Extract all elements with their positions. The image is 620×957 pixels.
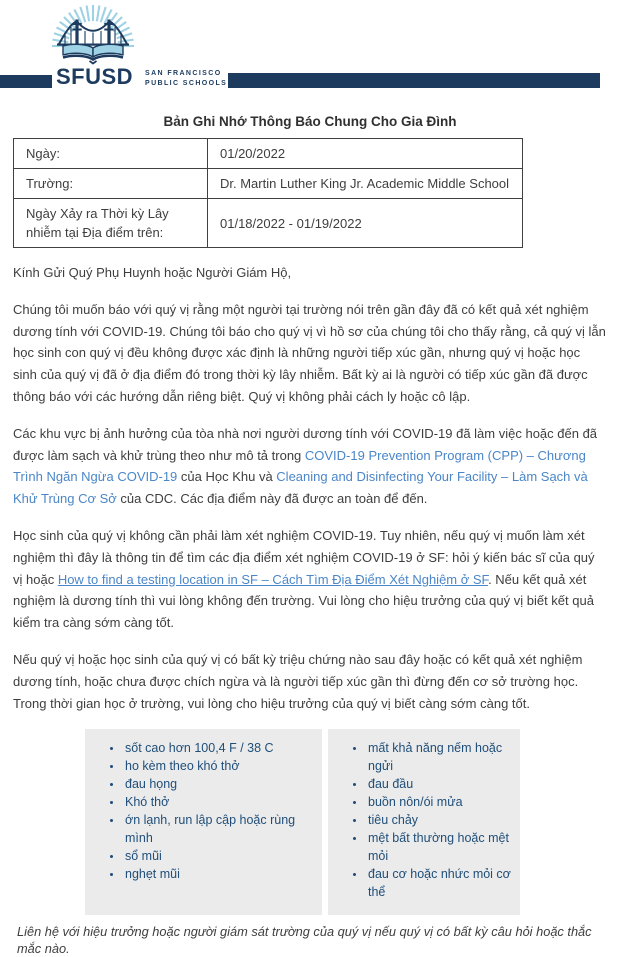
- row-label: Ngày:: [14, 139, 208, 169]
- symptoms-intro-paragraph: [13, 649, 606, 714]
- symptom-item: • sổ mũi: [123, 847, 316, 865]
- symptom-item: • đau họng: [123, 775, 316, 793]
- symptom-item: • nghẹt mũi: [123, 865, 316, 883]
- symptom-item: • sốt cao hơn 100,4 F / 38 C: [123, 739, 316, 757]
- row-label: Ngày Xảy ra Thời kỳ Lây nhiễm tại Địa điểm trên:: [14, 199, 208, 248]
- cpp-link[interactable]: COVID-19 Prevention Program (CPP) – Chương Trình Ngăn Ngừa COVID-19: [13, 447, 586, 485]
- symptom-box-right: [328, 729, 520, 915]
- row-value: 01/18/2022 - 01/19/2022: [208, 199, 523, 248]
- symptom-item: • ớn lạnh, run lập cập hoặc rùng mình: [123, 811, 316, 847]
- letterhead: [0, 0, 620, 96]
- symptom-item: • đau cơ hoặc nhức mỏi cơ thể: [366, 865, 514, 901]
- text-run: . Nếu kết quả xét nghiệm là dương tính thì vui lòng không đến trường. Vui lòng cho hiệu trưởng của quý vị biết kết quả kiểm tra càng sớm càng tốt.: [13, 571, 594, 631]
- header-rule-left: [0, 75, 52, 88]
- symptom-item: • ho kèm theo khó thở: [123, 757, 316, 775]
- row-label: Trường:: [14, 169, 208, 199]
- text-run: Các khu vực bị ảnh hưởng của tòa nhà nơi người dương tính với COVID-19 đã làm việc hoặc đến đã được làm sạch và khử trùng theo như mô tả trong: [13, 425, 598, 463]
- row-value: Dr. Martin Luther King Jr. Academic Middle School: [208, 169, 523, 199]
- text-run: Kính Gửi Quý Phụ Huynh hoặc Người Giám Hộ,: [13, 265, 292, 280]
- symptom-item: • tiêu chảy: [366, 811, 514, 829]
- testing-paragraph: [13, 525, 606, 634]
- salutation: [13, 262, 606, 284]
- open-book-icon: [63, 44, 123, 63]
- testing-location-link[interactable]: How to find a testing location in SF – Cách Tìm Địa Điểm Xét Nghiệm ở SF: [57, 571, 489, 587]
- symptom-lists: [85, 729, 520, 915]
- text-run: Học sinh của quý vị không cần phải làm xét nghiệm COVID-19. Tuy nhiên, nếu quý vị muốn làm xét nghiệm thì đây là thông tin để tìm các địa điểm xét nghiệm COVID-19 ở SF: hỏi ý kiến bác sĩ của quý vị hoặc: [13, 527, 595, 587]
- symptom-item: • mệt bất thường hoặc mệt mỏi: [366, 829, 514, 865]
- contact-note: Liên hệ với hiệu trưởng hoặc người giám sát trường của quý vị nếu quý vị có bất kỳ câu hỏi hoặc thắc mắc nào.: [17, 924, 592, 957]
- info-table: [13, 138, 523, 248]
- info-table-body: [14, 139, 523, 248]
- symptom-list-left: [89, 739, 316, 883]
- letter-body: [13, 262, 606, 714]
- logo-tagline-line1: SAN FRANCISCO: [145, 70, 222, 77]
- notification-paragraph: [13, 299, 606, 408]
- text-run: của Học Khu và: [177, 469, 277, 485]
- row-value: 01/20/2022: [208, 139, 523, 169]
- table-row: [14, 169, 523, 199]
- logo-tagline: [145, 69, 227, 88]
- sfusd-logo: [52, 0, 134, 66]
- table-row: [14, 199, 523, 248]
- symptom-list-right: [332, 739, 514, 901]
- symptom-box-left: [85, 729, 322, 915]
- logo-tagline-line2: PUBLIC SCHOOLS: [145, 79, 228, 87]
- header-rule-right: [228, 73, 600, 88]
- cdc-cleaning-link[interactable]: Cleaning and Disinfecting Your Facility – Làm Sạch và Khử Trùng Cơ Sở: [13, 469, 588, 507]
- symptom-item: • mất khả năng nếm hoặc ngửi: [366, 739, 514, 775]
- logo-wordmark: SFUSD: [56, 64, 134, 89]
- page-title: Bản Ghi Nhớ Thông Báo Chung Cho Gia Đình: [163, 114, 457, 129]
- symptom-item: • đau đầu: [366, 775, 514, 793]
- cleaning-paragraph: [13, 423, 606, 510]
- text-run: Nếu quý vị hoặc học sinh của quý vị có bất kỳ triệu chứng nào sau đây hoặc có kết quả xét nghiệm dương tính, hoặc chưa được chích ngừa và là người tiếp xúc gần thì đừng đến cơ sở trường học. Trong thời gian học ở trường, vui lòng cho hiệu trưởng của quý vị biết càng sớm càng tốt.: [13, 651, 583, 711]
- text-run: của CDC. Các địa điểm này đã được an toàn để đến.: [116, 491, 428, 507]
- text-run: Chúng tôi muốn báo với quý vị rằng một người tại trường nói trên gần đây đã có kết quả xét nghiệm dương tính với COVID-19. Chúng tôi báo cho quý vị vì hồ sơ của chúng tôi cho thấy rằng, cả quý vị lẫn học sinh con quý vị đều không được xác định là những người tiếp xúc gần, nhưng quý vị hoặc học sinh của quý vị đã ở địa điểm đó trong thời kỳ lây nhiễm. Bất kỳ ai là người có tiếp xúc gần đã được thông báo với các hướng dẫn riêng biệt. Quý vị không phải cách ly hoặc cô lập.: [13, 301, 606, 404]
- symptom-item: • Khó thở: [123, 793, 316, 811]
- table-row: [14, 139, 523, 169]
- symptom-item: • buồn nôn/ói mửa: [366, 793, 514, 811]
